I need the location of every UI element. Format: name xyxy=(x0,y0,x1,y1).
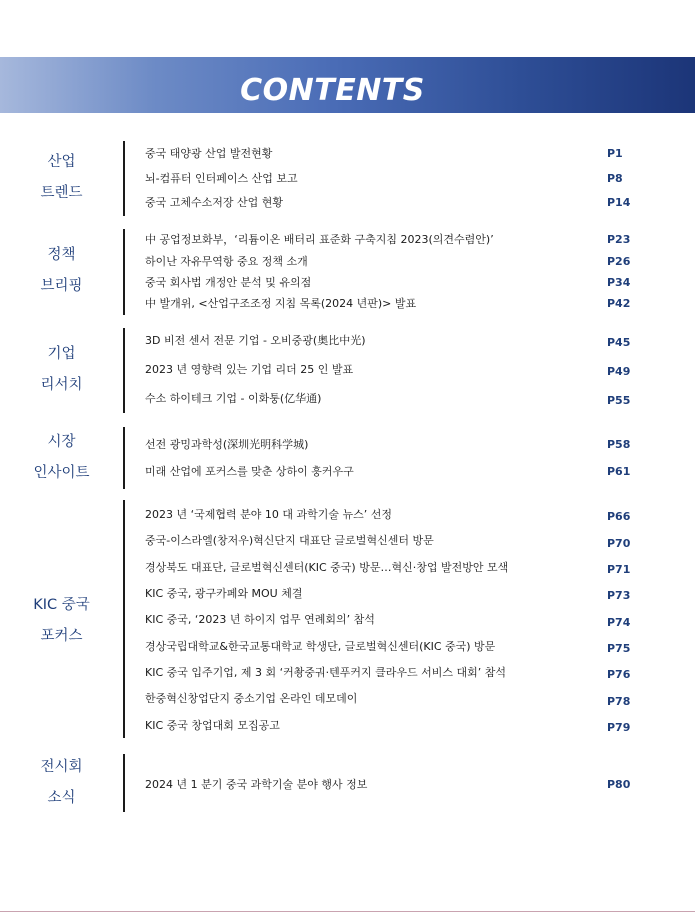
toc-page-number: P70 xyxy=(607,537,631,550)
category-label xyxy=(0,240,123,302)
toc-page-number: P73 xyxy=(607,589,631,602)
toc-page-number: P58 xyxy=(607,438,631,451)
section-divider xyxy=(123,500,125,738)
toc-item-link[interactable]: 중국 태양광 산업 발전현황 xyxy=(145,147,273,160)
toc-page-number: P8 xyxy=(607,172,623,185)
toc-item-link[interactable]: 하이난 자유무역항 중요 정책 소개 xyxy=(145,255,308,268)
category-label xyxy=(0,147,123,209)
toc-page-number: P74 xyxy=(607,616,631,629)
toc-item-link[interactable]: 중국 회사법 개정안 분석 및 유의점 xyxy=(145,276,312,289)
toc-page-number: P76 xyxy=(607,668,631,681)
contents-title: CONTENTS xyxy=(240,73,425,108)
toc-page-number: P42 xyxy=(607,297,631,310)
category-line-1: 시장 xyxy=(47,434,76,450)
toc-item-link[interactable]: 3D 비전 센서 전문 기업 - 오비중광(奥比中光) xyxy=(145,334,366,347)
toc-item-link[interactable]: KIC 중국, ‘2023 년 하이지 업무 연례회의’ 참석 xyxy=(145,613,375,626)
toc-item-link[interactable]: 선전 광밍과학성(深圳光明科学城) xyxy=(145,438,309,451)
section-divider xyxy=(123,754,125,812)
category-line-2: 리서치 xyxy=(40,377,83,393)
toc-page-number: P23 xyxy=(607,233,631,246)
toc-page-number: P1 xyxy=(607,147,623,160)
toc-page-number: P80 xyxy=(607,778,631,791)
category-line-2: 인사이트 xyxy=(33,465,90,481)
toc-page-number: P66 xyxy=(607,510,631,523)
category-line-2: 포커스 xyxy=(40,628,83,644)
toc-page-number: P14 xyxy=(607,196,631,209)
category-line-1: 전시회 xyxy=(40,759,83,775)
toc-page-number: P55 xyxy=(607,394,631,407)
toc-page-number: P26 xyxy=(607,255,631,268)
toc-page-number: P78 xyxy=(607,695,631,708)
toc-page-number: P49 xyxy=(607,365,631,378)
section-divider xyxy=(123,328,125,413)
toc-item-link[interactable]: 中 공업정보화부，‘리튬이온 배터리 표준화 구축지침 2023(의견수렴안)’ xyxy=(145,233,494,246)
category-line-1: 정책 xyxy=(47,247,76,263)
category-line-1: 산업 xyxy=(47,154,76,170)
toc-item-link[interactable]: 경상북도 대표단, 글로벌혁신센터(KIC 중국) 방문…혁신·창업 발전방안 모색 xyxy=(145,561,509,574)
toc-item-link[interactable]: 미래 산업에 포커스를 맞춘 상하이 훙커우구 xyxy=(145,465,354,478)
contents-banner xyxy=(0,57,695,113)
toc-item-link[interactable]: 2024 년 1 분기 중국 과학기술 분야 행사 정보 xyxy=(145,778,368,791)
category-label xyxy=(0,339,123,401)
toc-item-link[interactable]: 경상국립대학교&한국교통대학교 학생단, 글로벌혁신센터(KIC 중국) 방문 xyxy=(145,640,496,653)
toc-item-link[interactable]: KIC 중국 창업대회 모집공고 xyxy=(145,719,280,732)
toc-item-link[interactable]: 중국-이스라엘(창저우)혁신단지 대표단 글로벌혁신센터 방문 xyxy=(145,534,434,547)
toc-item-link[interactable]: 뇌-컴퓨터 인터페이스 산업 보고 xyxy=(145,172,298,185)
toc-item-link[interactable]: 한중혁신창업단지 중소기업 온라인 데모데이 xyxy=(145,692,358,705)
section-divider xyxy=(123,229,125,315)
category-line-2: 브리핑 xyxy=(40,278,83,294)
toc-item-link[interactable]: 중국 고체수소저장 산업 현황 xyxy=(145,196,284,209)
toc-item-link[interactable]: 中 발개위, <산업구조조정 지침 목록(2024 년판)> 발표 xyxy=(145,297,417,310)
category-line-1: 기업 xyxy=(47,346,76,362)
toc-page-number: P75 xyxy=(607,642,631,655)
category-line-2: 트렌드 xyxy=(40,185,83,201)
toc-page-number: P34 xyxy=(607,276,631,289)
category-line-1: KIC 중국 xyxy=(33,597,90,613)
toc-item-link[interactable]: 2023 년 ‘국제협력 분야 10 대 과학기술 뉴스’ 선정 xyxy=(145,508,392,521)
toc-item-link[interactable]: KIC 중국 입주기업, 제 3 회 ‘커촹중궈·텐푸커지 클라우드 서비스 대회’ 참석 xyxy=(145,666,506,679)
toc-item-link[interactable]: KIC 중국, 광구카페와 MOU 체결 xyxy=(145,587,303,600)
section-divider xyxy=(123,141,125,216)
toc-page-number: P71 xyxy=(607,563,631,576)
toc-item-link[interactable]: 수소 하이테크 기업 - 이화퉁(亿华通) xyxy=(145,392,322,405)
toc-page-number: P61 xyxy=(607,465,631,478)
category-label xyxy=(0,427,123,489)
toc-item-link[interactable]: 2023 년 영향력 있는 기업 리더 25 인 발표 xyxy=(145,363,354,376)
toc-page-number: P79 xyxy=(607,721,631,734)
category-label xyxy=(0,752,123,814)
toc-page-number: P45 xyxy=(607,336,631,349)
page-bottom-rule xyxy=(0,911,695,912)
section-divider xyxy=(123,427,125,489)
category-label xyxy=(0,590,123,652)
category-line-2: 소식 xyxy=(47,790,76,806)
